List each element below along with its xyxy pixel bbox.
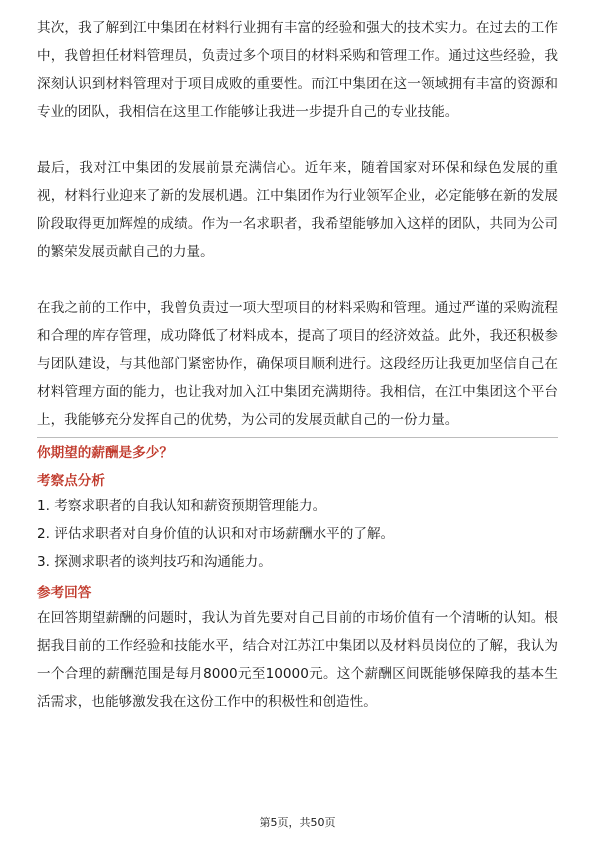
list-item: 1. 考察求职者的自我认知和薪资预期管理能力。 [37, 498, 327, 514]
paragraph-gap [37, 126, 558, 154]
answer-heading: 参考回答 [37, 585, 92, 601]
document-page [37, 14, 558, 716]
paragraph-project: 在我之前的工作中，我曾负责过一项大型项目的材料采购和管理。通过严谨的采购流程和合理的库存管理，成功降低了材料成本，提高了项目的经济效益。此外，我还积极参与团队建设，与其他部门紧密协作，确保项目顺利进行。这段经历让我更加坚信自己在材料管理方面的能力，也让我对加入江中集团充满期待。我相信，在江中集团这个平台上，我能够充分发挥自己的优势，为公司的发展贡献自己的一份力量。 [37, 300, 558, 428]
list-item: 2. 评估求职者对自身价值的认识和对市场薪酬水平的了解。 [37, 526, 395, 542]
analysis-list [37, 492, 558, 576]
answer-text: 在回答期望薪酬的问题时，我认为首先要对自己目前的市场价值有一个清晰的认知。根据我目前的工作经验和技能水平，结合对江苏江中集团以及材料员岗位的了解，我认为一个合理的薪酬范围是每月8000元至10000元。这个薪酬区间既能够保障我的基本生活需求，也能够激发我在这份工作中的积极性和创造性。 [37, 610, 558, 710]
section-divider [37, 437, 558, 438]
paragraph-experience: 其次，我了解到江中集团在材料行业拥有丰富的经验和强大的技术实力。在过去的工作中，我曾担任材料管理员，负责过多个项目的材料采购和管理工作。通过这些经验，我深刻认识到材料管理对于项目成败的重要性。而江中集团在这一领域拥有丰富的资源和专业的团队，我相信在这里工作能够让我进一步提升自己的专业技能。 [37, 20, 558, 120]
page-number: 第5页，共50页 [259, 816, 336, 829]
analysis-heading: 考察点分析 [37, 473, 105, 489]
paragraph-outlook: 最后，我对江中集团的发展前景充满信心。近年来，随着国家对环保和绿色发展的重视，材料行业迎来了新的发展机遇。江中集团作为行业领军企业，必定能够在新的发展阶段取得更加辉煌的成绩。作为一名求职者，我希望能够加入这样的团队，共同为公司的繁荣发展贡献自己的力量。 [37, 160, 558, 260]
list-item: 3. 探测求职者的谈判技巧和沟通能力。 [37, 554, 272, 570]
question-title: 你期望的薪酬是多少？ [37, 445, 173, 461]
paragraph-gap [37, 266, 558, 294]
